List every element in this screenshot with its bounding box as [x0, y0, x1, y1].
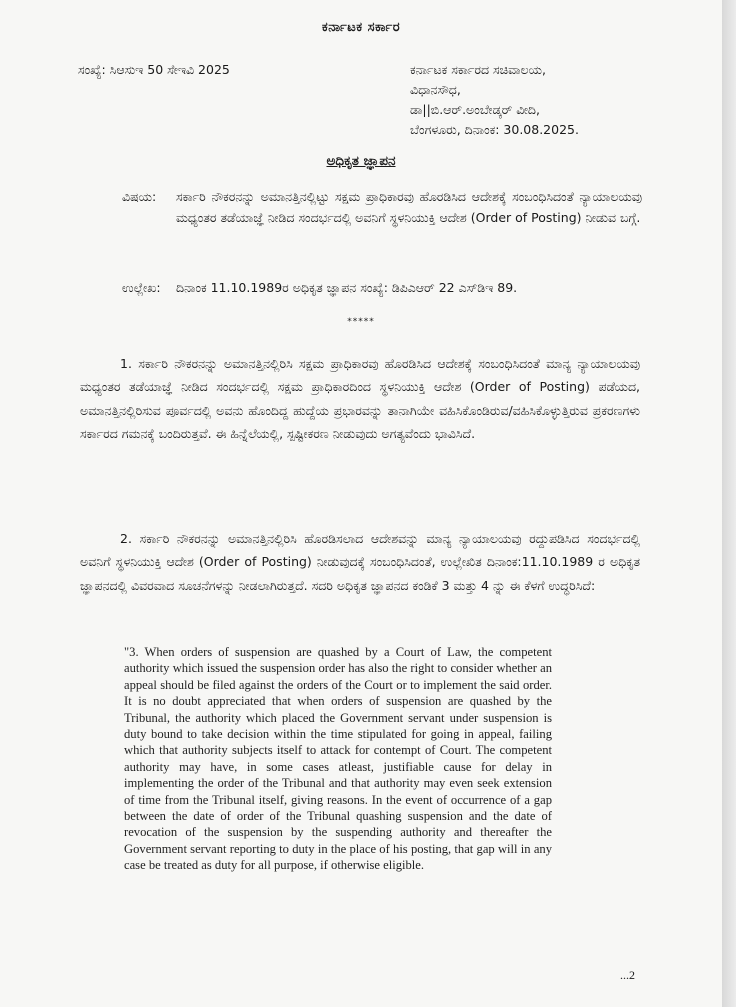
subject-text: ಸರ್ಕಾರಿ ನೌಕರನನ್ನು ಅಮಾನತ್ತಿನಲ್ಲಿಟ್ಟು ಸಕ್ಷಮ ಪ್ರಾಧಿಕಾರವು ಹೊರಡಿಸಿದ ಆದೇಶಕ್ಕೆ ಸಂಬಂಧಿಸಿದಂತೆ ನ್ಯಾಯಾಲಯವು ಮಧ್ಯಂತರ ತಡೆಯಾಜ್ಞೆ ನೀಡಿದ ಸಂದರ್ಭದಲ್ಲಿ ಅವನಿಗೆ ಸ್ಥಳನಿಯುಕ್ತಿ ಆದೇಶ (Order of Posting) ನೀಡುವ ಬಗ್ಗೆ.: [176, 189, 642, 225]
office-address: [410, 60, 660, 140]
paragraph-2: 2. ಸರ್ಕಾರಿ ನೌಕರನನ್ನು ಅಮಾನತ್ತಿನಲ್ಲಿರಿಸಿ ಹೊರಡಿಸಲಾದ ಆದೇಶವನ್ನು ಮಾನ್ಯ ನ್ಯಾಯಾಲಯವು ರದ್ದುಪಡಿಸಿದ ಸಂದರ್ಭದಲ್ಲಿ ಅವನಿಗೆ ಸ್ಥಳನಿಯುಕ್ತಿ ಆದೇಶ (Order of Posting) ನೀಡುವುದಕ್ಕೆ ಸಂಬಂಧಿಸಿದಂತೆ, ಉಲ್ಲೇಖಿತ ದಿನಾಂಕ:11.10.1989 ರ ಅಧಿಕೃತ ಜ್ಞಾಪನದಲ್ಲಿ ವಿವರವಾದ ಸೂಚನೆಗಳನ್ನು ನೀಡಲಾಗಿರುತ್ತದೆ. ಸದರಿ ಅಧಿಕೃತ ಜ್ಞಾಪನದ ಕಂಡಿಕೆ 3 ಮತ್ತು 4 ನ್ನು ಈ ಕೆಳಗೆ ಉದ್ಧರಿಸಿದೆ:: [80, 531, 640, 593]
page-continuation: ...2: [620, 968, 635, 982]
separator: *****: [347, 317, 375, 327]
subject-label: ವಿಷಯ:: [122, 189, 157, 204]
reference-number: ಸಂಖ್ಯೆ: ಸಿಆಸುಇ 50 ಸೇಇವಿ 2025: [78, 62, 230, 77]
address-line: ಡಾ||ಬಿ.ಆರ್.ಅಂಬೇಡ್ಕರ್ ವೀದಿ,: [410, 102, 540, 117]
paragraph-1: 1. ಸರ್ಕಾರಿ ನೌಕರನನ್ನು ಅಮಾನತ್ತಿನಲ್ಲಿರಿಸಿ ಸಕ್ಷಮ ಪ್ರಾಧಿಕಾರವು ಹೊರಡಿಸಿದ ಆದೇಶಕ್ಕೆ ಸಂಬಂಧಿಸಿದಂತೆ ಮಾನ್ಯ ನ್ಯಾಯಾಲಯವು ಮಧ್ಯಂತರ ತಡೆಯಾಜ್ಞೆ ನೀಡಿದ ಸಂದರ್ಭದಲ್ಲಿ ಸಕ್ಷಮ ಪ್ರಾಧಿಕಾರದಿಂದ ಸ್ಥಳನಿಯುಕ್ತಿ ಆದೇಶ (Order of Posting) ಪಡೆಯದ, ಅಮಾನತ್ತಿನಲ್ಲಿರಿಸುವ ಪೂರ್ವದಲ್ಲಿ ಅವನು ಹೊಂದಿದ್ದ ಹುದ್ದೆಯ ಪ್ರಭಾರವನ್ನು ತಾನಾಗಿಯೇ ವಹಿಸಿಕೊಂಡಿರುವ/ವಹಿಸಿಕೊಳ್ಳುತ್ತಿರುವ ಪ್ರಕರಣಗಳು ಸರ್ಕಾರದ ಗಮನಕ್ಕೆ ಬಂದಿರುತ್ತವೆ. ಈ ಹಿನ್ನೆಲೆಯಲ್ಲಿ, ಸ್ಪಷ್ಟೀಕರಣ ನೀಡುವುದು ಅಗತ್ಯವೆಂದು ಭಾವಿಸಿದೆ.: [80, 356, 640, 442]
reference-block: [122, 277, 642, 298]
address-date-line: ಬೆಂಗಳೂರು, ದಿನಾಂಕ: 30.08.2025.: [410, 122, 579, 137]
government-title: ಕರ್ನಾಟಕ ಸರ್ಕಾರ: [321, 20, 401, 35]
document-heading: ಅಧಿಕೃತ ಜ್ಞಾಪನ: [326, 153, 396, 169]
subject-block: [122, 186, 642, 228]
reference-label: ಉಲ್ಲೇಖ:: [122, 280, 161, 295]
address-line: ವಿಧಾನಸೌಧ,: [410, 82, 461, 97]
address-line: ಕರ್ನಾಟಕ ಸರ್ಕಾರದ ಸಚಿವಾಲಯ,: [410, 62, 546, 77]
reference-text: ದಿನಾಂಕ 11.10.1989ರ ಅಧಿಕೃತ ಜ್ಞಾಪನ ಸಂಖ್ಯೆ: ಡಿಪಿಎಆರ್ 22 ಎಸ್‌ಡಿಇ 89.: [176, 280, 518, 295]
page-edge: [722, 0, 736, 1007]
quoted-paragraph: "3. When orders of suspension are quashed by a Court of Law, the competent authority which issued the suspension order has also the right to consider whether an appeal should be filed against the orders of the Court or to implement the said order. It is no doubt appreciated that when orders of suspension are quashed by the Tribunal, the authority which placed the Government servant under suspension is duty bound to take decision within the time stipulated for going in appeal, failing which that authority subjects itself to attack for contempt of Court. The competent authority may have, in some cases atleast, justifiable cause for delay in implementing the order of the Tribunal and that authority may even seek extension of time from the Tribunal itself, giving reasons. In the event of occurrence of a gap between the date of order of the Tribunal quashing suspension and the date of revocation of the suspension by the suspending authority and thereafter the Government servant reporting to duty in the place of his posting, that gap will in any case be treated as duty for all purpose, if otherwise eligible.: [124, 645, 552, 873]
